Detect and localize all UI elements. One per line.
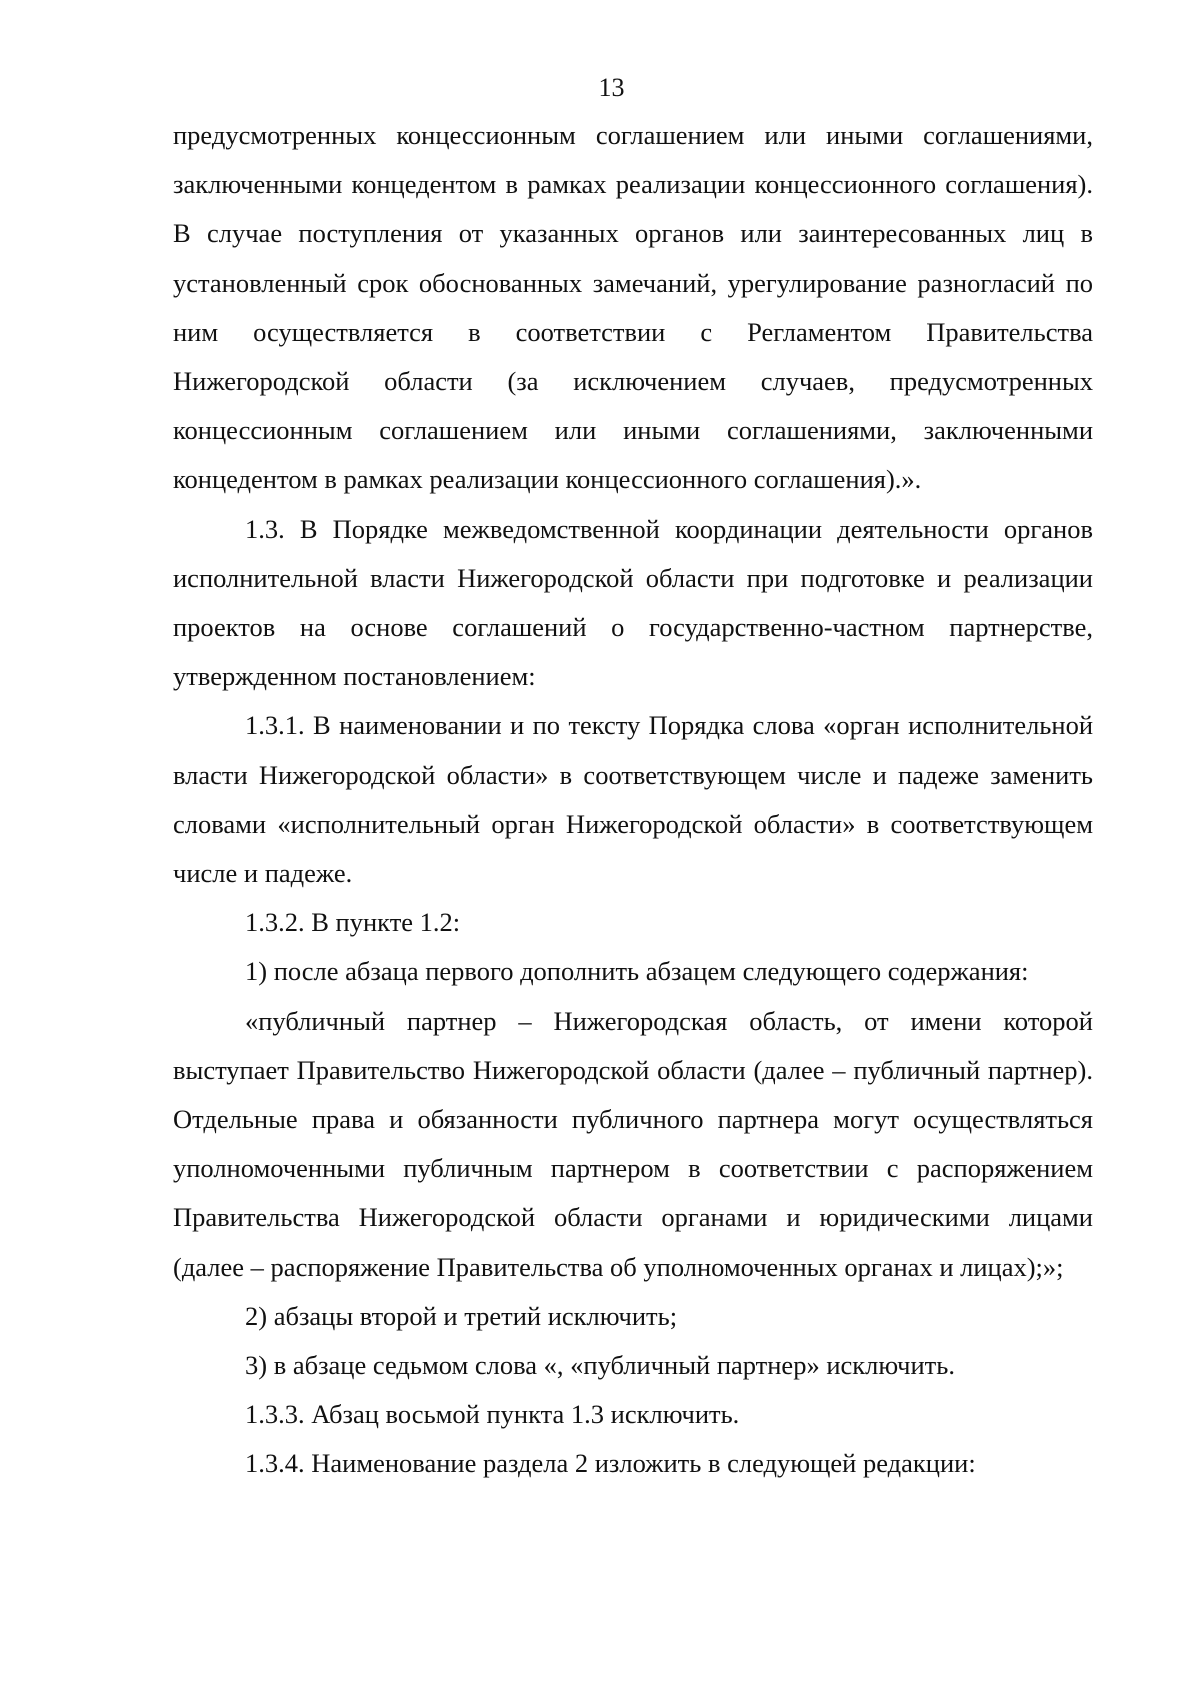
document-body [173, 111, 1093, 1489]
page-number: 13 [598, 73, 625, 102]
paragraph-public-partner-definition: «публичный партнер – Нижегородская область, от имени которой выступает Правительство Нижегородской области (далее – публичный партнер). Отдельные права и обязанности публичного партнера могут осуществляться уполномоченными публичным партнером в соответствии с распоряжением Правительства Нижегородской области органами и юридическими лицами (далее – распоряжение Правительства об уполномоченных органах и лицах);»; [173, 1005, 1093, 1282]
paragraph-1-3-4: 1.3.4. Наименование раздела 2 изложить в следующей редакции: [245, 1448, 976, 1479]
paragraph-1-3-1: 1.3.1. В наименовании и по тексту Порядка слова «орган исполнительной власти Нижегородской области» в соответствующем числе и падеже заменить словами «исполнительный орган Нижегородской области» в соответствующем числе и падеже. [173, 710, 1093, 889]
paragraph-item-3: 3) в абзаце седьмом слова «, «публичный партнер» исключить. [245, 1350, 955, 1381]
paragraph-1-3-2: 1.3.2. В пункте 1.2: [245, 907, 461, 938]
paragraph-item-1: 1) после абзаца первого дополнить абзацем следующего содержания: [245, 956, 1029, 987]
paragraph-continuation: предусмотренных концессионным соглашением или иными соглашениями, заключенными концедентом в рамках реализации концессионного соглашения). В случае поступления от указанных органов или заинтересованных лиц в установленный срок обоснованных замечаний, урегулирование разногласий по ним осуществляется в соответствии с Регламентом Правительства Нижегородской области (за исключением случаев, предусмотренных концессионным соглашением или иными соглашениями, заключенными концедентом в рамках реализации концессионного соглашения).». [173, 120, 1093, 495]
paragraph-1-3-3: 1.3.3. Абзац восьмой пункта 1.3 исключить. [245, 1399, 740, 1430]
paragraph-item-2: 2) абзацы второй и третий исключить; [245, 1300, 678, 1331]
paragraph-1-3: 1.3. В Порядке межведомственной координации деятельности органов исполнительной власти Нижегородской области при подготовке и реализации проектов на основе соглашений о государственно-частном партнерстве, утвержденном постановлением: [173, 513, 1093, 692]
